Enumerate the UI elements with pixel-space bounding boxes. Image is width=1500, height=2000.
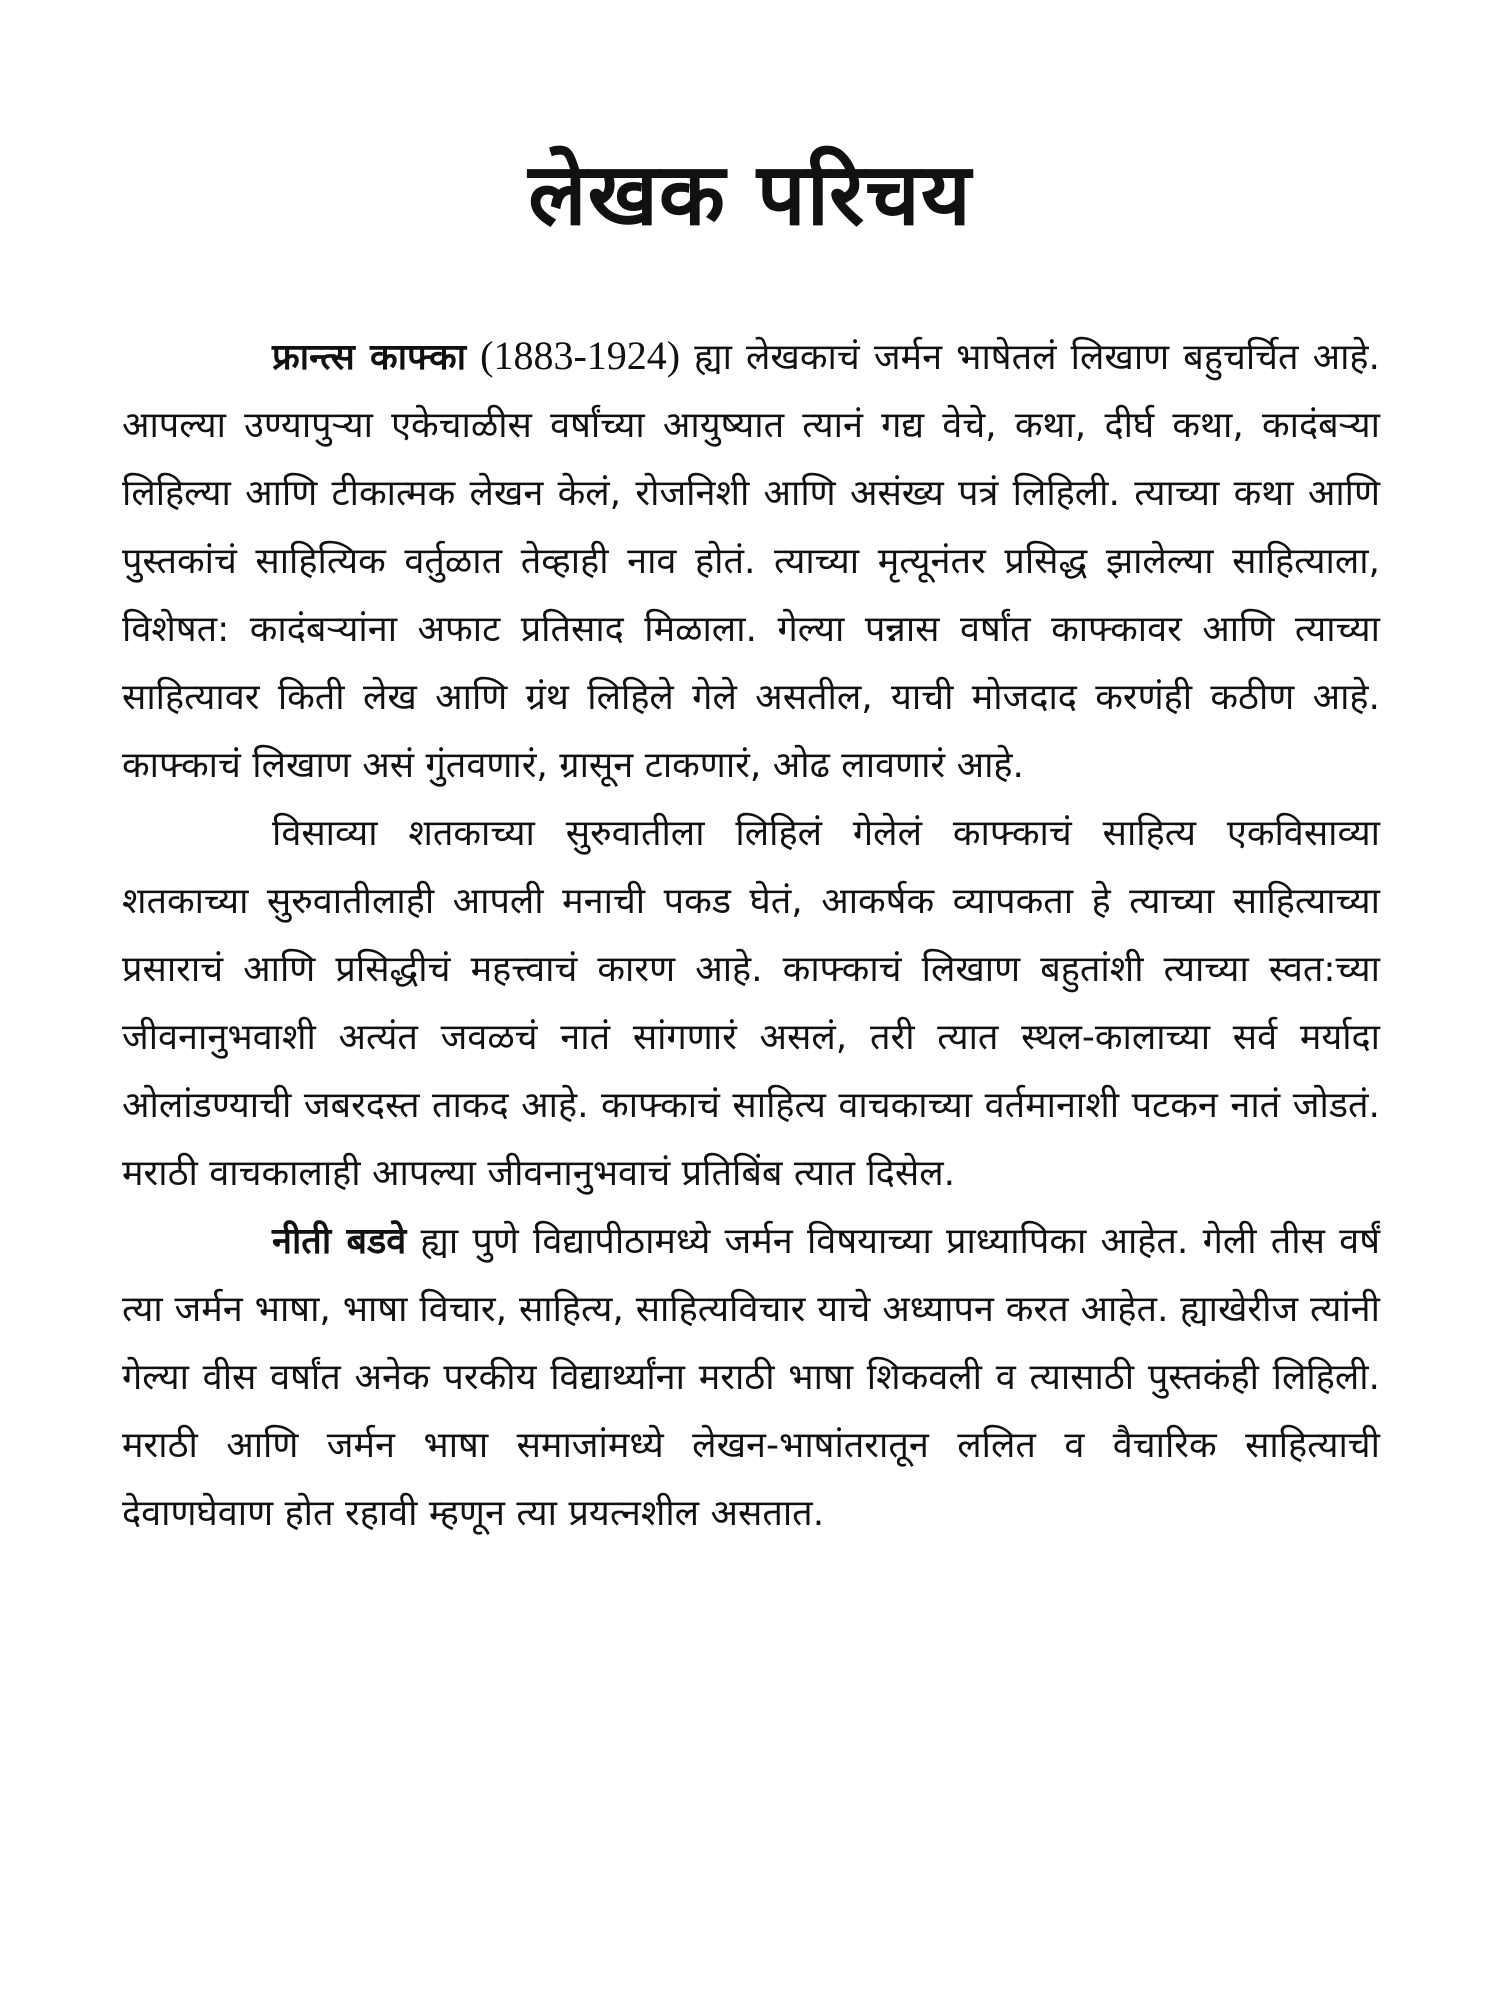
paragraph-text: ह्या पुणे विद्यापीठामध्ये जर्मन विषयाच्या प्राध्यापिका आहेत. गेली तीस वर्षं त्या जर्मन भाषा, भाषा विचार, साहित्य, साहित्यविचार याचे अध्यापन करत आहेत. ह्याखेरीज त्यांनी गेल्या वीस वर्षांत अनेक परकीय विद्यार्थ्यांना मराठी भाषा शिकवली व त्यासाठी पुस्तकंही लिहिली. मराठी आणि जर्मन भाषा समाजांमध्ये लेखन-भाषांतरातून ललित व वैचारिक साहित्याची देवाणघेवाण होत रहावी म्हणून त्या प्रयत्नशील असतात.	[122, 1221, 1380, 1534]
paragraph-kafka-legacy	[122, 800, 1380, 1208]
author-years: (1883-1924)	[480, 333, 681, 378]
author-name: फ्रान्त्स काफ्का	[272, 337, 467, 378]
paragraph-text: ह्या लेखकाचं जर्मन भाषेतलं लिखाण बहुचर्चित आहे. आपल्या उण्यापुऱ्या एकेचाळीस वर्षांच्या आयुष्यात त्यानं गद्य वेचे, कथा, दीर्घ कथा, कादंबऱ्या लिहिल्या आणि टीकात्मक लेखन केलं, रोजनिशी आणि असंख्य पत्रं लिहिली. त्याच्या कथा आणि पुस्तकांचं साहित्यिक वर्तुळात तेव्हाही नाव होतं. त्याच्या मृत्यूनंतर प्रसिद्ध झालेल्या साहित्याला, विशेषत: कादंबऱ्यांना अफाट प्रतिसाद मिळाला. गेल्या पन्नास वर्षांत काफ्कावर आणि त्याच्या साहित्यावर किती लेख आणि ग्रंथ लिहिले गेले असतील, याची मोजदाद करणंही कठीण आहे. काफ्काचं लिखाण असं गुंतवणारं, ग्रासून टाकणारं, ओढ लावणारं आहे.	[122, 337, 1380, 786]
translator-name: नीती बडवे	[272, 1221, 407, 1262]
paragraph-translator	[122, 1208, 1380, 1548]
paragraph-kafka	[122, 322, 1380, 800]
page-title: लेखक परिचय	[528, 145, 972, 245]
body-text	[122, 322, 1380, 1548]
paragraph-text: विसाव्या शतकाच्या सुरुवातीला लिहिलं गेलेलं काफ्काचं साहित्य एकविसाव्या शतकाच्या सुरुवातीलाही आपली मनाची पकड घेतं, आकर्षक व्यापकता हे त्याच्या साहित्याच्या प्रसाराचं आणि प्रसिद्धीचं महत्त्वाचं कारण आहे. काफ्काचं लिखाण बहुतांशी त्याच्या स्वत:च्या जीवनानुभवाशी अत्यंत जवळचं नातं सांगणारं असलं, तरी त्यात स्थल-कालाच्या सर्व मर्यादा ओलांडण्याची जबरदस्त ताकद आहे. काफ्काचं साहित्य वाचकाच्या वर्तमानाशी पटकन नातं जोडतं. मराठी वाचकालाही आपल्या जीवनानुभवाचं प्रतिबिंब त्यात दिसेल.	[122, 813, 1380, 1194]
